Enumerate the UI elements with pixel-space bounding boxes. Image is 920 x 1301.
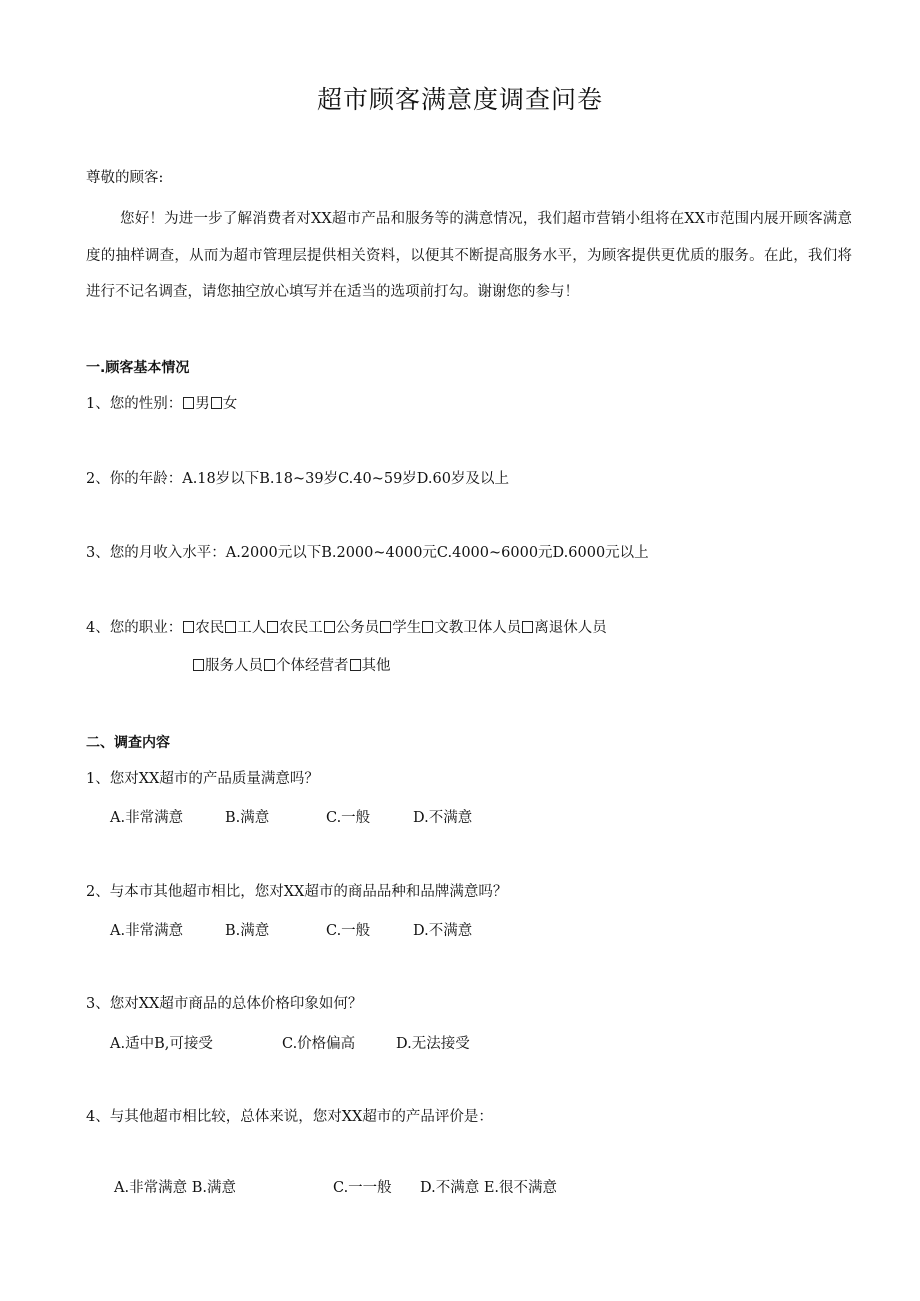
survey-question: 3、您对XX超市商品的总体价格印象如何？ [86,996,363,1012]
answer-option[interactable]: D.不满意 [413,810,473,826]
answer-option[interactable]: A.非常满意 [110,923,184,939]
answer-option[interactable]: A.适中B,可接受 [110,1036,213,1052]
q-occupation [86,618,607,638]
q-occupation-line2 [192,656,391,676]
answer-option[interactable]: A.非常满意 [110,810,184,826]
answer-option[interactable]: A.非常满意 B.满意 [114,1180,236,1196]
checkbox-male[interactable] [183,397,194,409]
option-male: 男 [195,396,210,412]
q-gender [86,394,237,414]
option-occupation: 公务员 [335,620,380,636]
answer-option[interactable]: B.满意 [225,810,270,826]
page-title: 超市顾客满意度调查问卷 [316,85,603,114]
checkbox-female[interactable] [211,397,222,409]
option-occupation: 离退休人员 [534,620,607,636]
intro-paragraph: 您好！为进一步了解消费者对XX超市产品和服务等的满意情况，我们超市营销小组将在XX市范围内展开顾客满意度的抽样调查，从而为超市管理层提供相关资料，以便其不断提高服务水平，为顾客提供更优质的服务。在此，我们将进行不记名调查，请您抽空放心填写并在适当的选项前打勾。谢谢您的参与！ [86,211,852,300]
section1-heading: 一.顾客基本情况 [86,360,190,376]
option-occupation: 工人 [237,620,267,636]
answer-option[interactable]: B.满意 [225,923,270,939]
salutation: 尊敬的顾客: [86,170,164,186]
checkbox-occupation[interactable] [183,621,194,633]
answer-option[interactable]: C.价格偏高 [282,1036,356,1052]
survey-question: 2、与本市其他超市相比，您对XX超市的商品品种和品牌满意吗？ [86,884,508,900]
answer-option[interactable]: C.一般 [326,923,371,939]
q-age: 2、你的年龄：A.18岁以下B.18~39岁C.40~59岁D.60岁及以上 [86,471,509,487]
section2-heading: 二、调查内容 [86,735,170,751]
answer-option[interactable]: D.不满意 E.很不满意 [420,1180,558,1196]
checkbox-occupation[interactable] [350,659,361,671]
option-occupation: 农民 [195,620,225,636]
option-occupation: 文教卫体人员 [434,620,522,636]
option-female: 女 [222,396,238,412]
q-occupation-prefix: 4、您的职业： [86,620,183,636]
checkbox-occupation[interactable] [380,621,391,633]
checkbox-occupation[interactable] [324,621,335,633]
option-occupation: 学生 [392,620,422,636]
answer-option[interactable]: D.无法接受 [396,1036,470,1052]
checkbox-occupation[interactable] [264,659,275,671]
answer-option[interactable]: C.一般 [326,810,371,826]
checkbox-occupation[interactable] [422,621,433,633]
option-occupation: 个体经营者 [276,658,349,674]
answer-option[interactable]: D.不满意 [413,923,473,939]
option-occupation: 服务人员 [205,658,263,674]
checkbox-occupation[interactable] [522,621,533,633]
survey-question: 1、您对XX超市的产品质量满意吗？ [86,771,319,787]
option-occupation: 农民工 [279,620,323,636]
q-gender-prefix: 1、您的性别： [86,396,183,412]
q-income: 3、您的月收入水平：A.2000元以下B.2000~4000元C.4000~6000元D.6000元以上 [86,545,649,561]
answer-option[interactable]: C.一一般 [333,1180,392,1196]
survey-question: 4、与其他超市相比较，总体来说，您对XX超市的产品评价是： [86,1109,493,1125]
checkbox-occupation[interactable] [225,621,236,633]
option-occupation: 其他 [361,658,391,674]
checkbox-occupation[interactable] [193,659,204,671]
checkbox-occupation[interactable] [267,621,278,633]
